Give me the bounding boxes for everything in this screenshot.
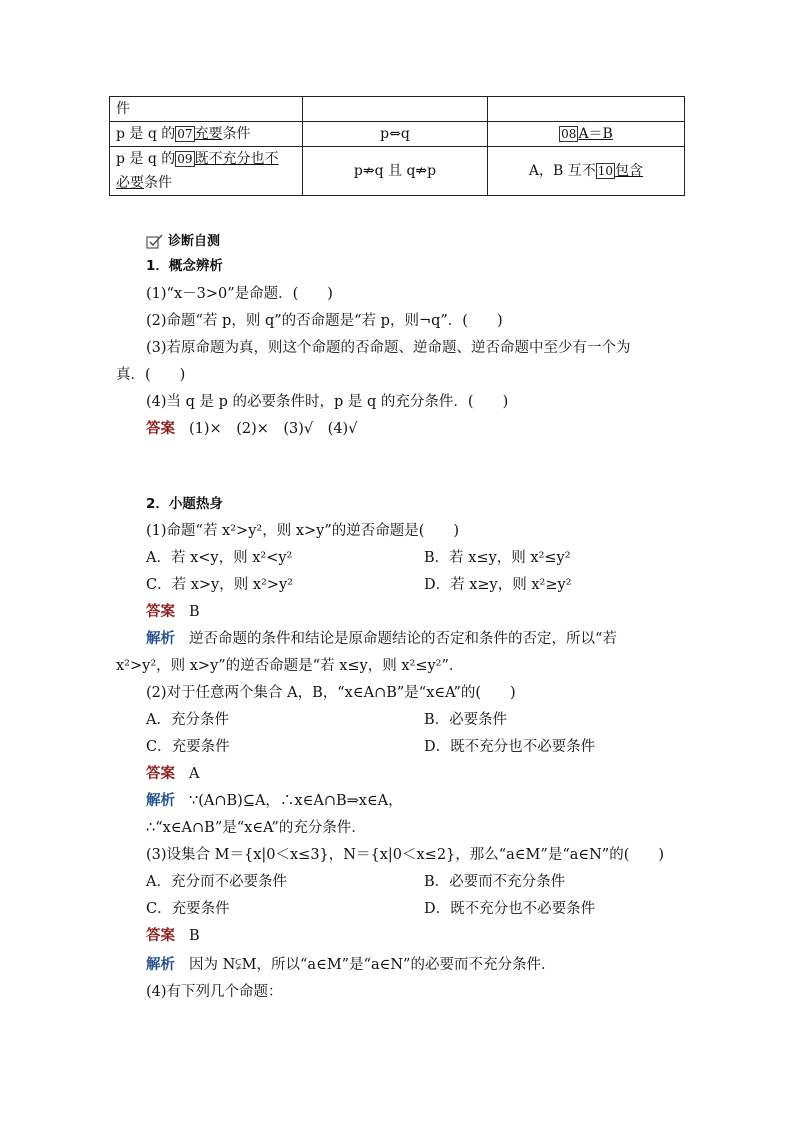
analysis-line: ∴“x∈A∩B”是“x∈A”的充分条件． — [146, 820, 366, 836]
analysis-line — [146, 629, 617, 649]
answer-label: 答案 — [146, 928, 175, 944]
question-line: 真．( ) — [116, 367, 186, 383]
blank-answer: 包含 — [615, 163, 644, 179]
table-cell — [110, 122, 303, 147]
option-d: D．既不充分也不必要条件 — [424, 739, 596, 755]
option-b: B．必要条件 — [424, 712, 508, 728]
blank-number: 08 — [561, 127, 577, 141]
answer-line — [146, 419, 357, 439]
cell-text: p 是 q 的 — [116, 126, 176, 142]
table-row — [110, 147, 685, 196]
section-heading — [146, 230, 220, 249]
table-cell: p⇏q 且 q⇏p — [303, 147, 488, 196]
table-cell — [488, 122, 685, 147]
pencil-check-icon — [146, 233, 164, 249]
table-cell — [110, 147, 303, 196]
question-line: (2)对于任意两个集合 A，B，“x∈A∩B”是“x∈A”的( ) — [146, 685, 516, 701]
question-line: (3)若原命题为真，则这个命题的否命题、逆命题、逆否命题中至少有一个为 — [146, 340, 631, 356]
table-cell — [488, 147, 685, 196]
subsection-title: 2．小题热身 — [146, 496, 223, 512]
subsection-title: 1．概念辨析 — [146, 258, 223, 274]
answer-line — [146, 764, 199, 784]
option-b: B．若 x≤y，则 x²≤y² — [424, 550, 571, 566]
analysis-line — [146, 955, 555, 975]
table-row — [110, 97, 685, 122]
answer-label: 答案 — [146, 604, 175, 620]
analysis-text: 因为 N⫋M，所以“a∈M”是“a∈N”的必要而不充分条件． — [189, 957, 556, 973]
option-a: A．若 x<y，则 x²<y² — [146, 550, 293, 566]
analysis-line: x²>y²，则 x>y”的逆否命题是“若 x≤y，则 x²≤y²”． — [116, 658, 464, 674]
option-d: D．若 x≥y，则 x²≥y² — [424, 577, 572, 593]
question-line: (4)有下列几个命题： — [146, 984, 283, 1000]
blank-answer: 必要 — [116, 175, 144, 191]
blank-answer: A＝B — [578, 126, 613, 142]
blank-number: 10 — [597, 164, 614, 178]
answer-line — [146, 926, 200, 946]
blank-number: 07 — [177, 127, 193, 141]
question-line: (1)“x－3>0”是命题．( ) — [146, 286, 333, 302]
analysis-label: 解析 — [146, 793, 175, 809]
table-row — [110, 122, 685, 147]
table-cell: p⇔q — [303, 122, 488, 147]
cell-text: A，B 互不 — [528, 163, 596, 179]
question-line: (4)当 q 是 p 的必要条件时，p 是 q 的充分条件．( ) — [146, 394, 509, 410]
table-cell: 件 — [110, 97, 303, 122]
answer-line — [146, 602, 200, 622]
answer-label: 答案 — [146, 766, 175, 782]
answer-text: B — [189, 604, 200, 620]
option-b: B．必要而不充分条件 — [424, 874, 566, 890]
table-cell — [488, 97, 685, 122]
cell-text: 条件 — [144, 175, 172, 191]
analysis-text: 逆否命题的条件和结论是原命题结论的否定和条件的否定，所以“若 — [189, 631, 617, 647]
question-line: (1)命题“若 x²>y²，则 x>y”的逆否命题是( ) — [146, 523, 460, 539]
blank-answer: 既不充分也不 — [194, 151, 279, 167]
question-line: (3)设集合 M＝{x|0＜x≤3}，N＝{x|0＜x≤2}，那么“a∈M”是“a∈N”的( ) — [146, 847, 665, 863]
table-cell — [303, 97, 488, 122]
blank-number: 09 — [177, 152, 193, 166]
answer-text: B — [189, 928, 200, 944]
analysis-label: 解析 — [146, 631, 175, 647]
analysis-line — [146, 791, 403, 811]
condition-table — [109, 96, 685, 196]
answer-text: (1)× (2)× (3)√ (4)√ — [189, 421, 358, 437]
option-c: C．充要条件 — [146, 901, 230, 917]
answer-text: A — [189, 766, 200, 782]
option-c: C．充要条件 — [146, 739, 230, 755]
cell-text: 条件 — [222, 126, 251, 142]
section-title: 诊断自测 — [168, 234, 221, 249]
cell-text: p 是 q 的 — [116, 151, 176, 167]
analysis-text: ∵(A∩B)⊆A，∴x∈A∩B⇒x∈A， — [189, 793, 403, 809]
option-a: A．充分而不必要条件 — [146, 874, 287, 890]
question-line: (2)命题“若 p，则 q”的否命题是“若 p，则¬q”．( ) — [146, 313, 503, 329]
option-a: A．充分条件 — [146, 712, 229, 728]
answer-label: 答案 — [146, 421, 175, 437]
blank-answer: 充要 — [194, 126, 223, 142]
option-c: C．若 x>y，则 x²>y² — [146, 577, 293, 593]
option-d: D．既不充分也不必要条件 — [424, 901, 596, 917]
analysis-label: 解析 — [146, 957, 175, 973]
